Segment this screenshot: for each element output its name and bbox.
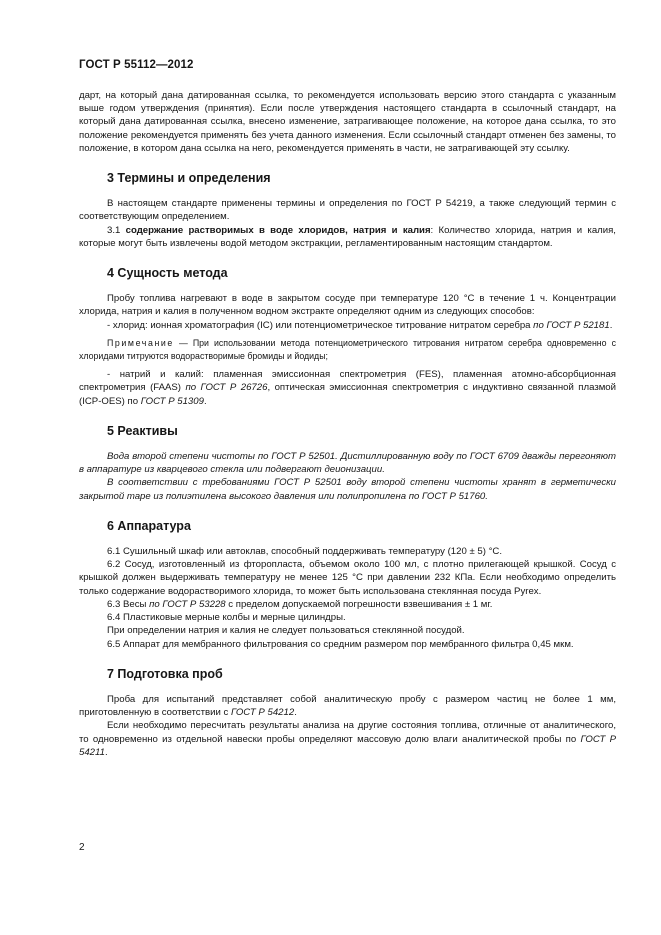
s7-paragraph-2	[79, 719, 616, 759]
section-6-title: 6 Аппаратура	[107, 518, 191, 533]
s5-p2-text: В соответствии с требованиями ГОСТ Р 52501 воду второй степени чистоты хранят в герметически закрытой таре из полиэтилена высокого давления или полипропилена по ГОСТ Р 51760.	[79, 477, 616, 502]
s4-paragraph-2	[79, 319, 616, 332]
document-header: ГОСТ Р 55112—2012	[79, 59, 194, 71]
note-text: — При использовании метода потенциометрического титрования нитратом серебра одновременно с хлоридами титруются водорастворимые бромиды и йодиды;	[79, 337, 616, 362]
s6-item-6-4: 6.4 Пластиковые мерные колбы и мерные цилиндры.	[107, 612, 346, 624]
s7-ref-54211: ГОСТ Р 54211	[79, 733, 616, 758]
document-body	[79, 89, 616, 759]
s6-p3-text-a: 6.3 Весы	[107, 598, 150, 610]
s3-paragraph-1: В настоящем стандарте применены термины и определения по ГОСТ Р 54219, а также следующий термин с соответствующим определением.	[79, 198, 616, 223]
s4-p3-text-a: - натрий и калий: пламенная эмиссионная спектрометрия (FES), пламенная атомно-абсорбционная спектрометрия (FAAS)	[79, 369, 616, 394]
s3-paragraph-2	[79, 224, 616, 250]
s5-paragraph-1	[79, 450, 616, 476]
note-label: Примечание	[107, 337, 174, 348]
s7-p1-text: Проба для испытаний представляет собой аналитическую пробу с размером частиц не более 1 мм, приготовленную в соответствии с	[79, 693, 616, 719]
s4-paragraph-1: Пробу топлива нагревают в воде в закрытом сосуде при температуре 120 °С в течение 1 ч. Концентрации хлорида, натрия и калия в полученном водном экстракте определяют одним из следующих способов:	[79, 293, 616, 318]
s6-item-6-3	[79, 598, 616, 611]
s6-item-6-2: 6.2 Сосуд, изготовленный из фторопласта, объемом около 100 мл, с плотно прилегающей крышкой. Сосуд с крышкой должен выдерживать температуру не менее 125 °С при давлении 232 КПа. Если необходимо определить только содержание водорастворимого хлорида, то может быть использована стеклянная посуда Pyrex.	[79, 559, 616, 597]
s7-ref-54212: ГОСТ Р 54212	[230, 707, 295, 719]
s4-p2-end: .	[609, 319, 613, 331]
s6-glassware-note: При определении натрия и калия не следует пользоваться стеклянной посудой.	[107, 625, 465, 637]
section-4-title: 4 Сущность метода	[107, 266, 228, 281]
s6-item-6-1: 6.1 Сушильный шкаф или автоклав, способный поддерживать температуру (120 ± 5) °С.	[107, 546, 503, 558]
s6-p3-text-b: с пределом допускаемой погрешности взвешивания ± 1 мг.	[225, 598, 493, 610]
s4-ref-51309: ГОСТ Р 51309	[140, 395, 204, 407]
s7-p2-end: .	[104, 746, 108, 758]
s4-note	[79, 337, 616, 363]
s7-p1-end: .	[294, 707, 297, 719]
s6-item-6-5: 6.5 Аппарат для мембранного фильтрования со средним размером пор мембранного фильтра 0,45 мкм.	[107, 638, 574, 650]
s4-p3-text-b: , оптическая эмиссионная спектрометрия с индуктивно связанной плазмой (ICP-OES) по	[79, 382, 617, 407]
page-number: 2	[79, 842, 85, 853]
s3-term-number: 3.1	[107, 224, 126, 236]
intro-paragraph: дарт, на который дана датированная ссылка, то рекомендуется использовать версию этого стандарта с указанным выше годом утверждения (принятия). Если после утверждения настоящего стандарта в ссылочный стандарт, на который дана датированная ссылка, внесено изменение, затрагивающее положение, на которое дана ссылка, то это положение рекомендуется применять без учета данного изменения. Если ссылочный стандарт отменен без замены, то положение, в котором дана ссылка на него, рекомендуется применять в части, не затрагивающей эту ссылку.	[79, 90, 616, 154]
s4-ref-52181: по ГОСТ Р 52181	[533, 319, 610, 331]
s4-p3-end: .	[203, 395, 207, 407]
section-7-title: 7 Подготовка проб	[107, 666, 223, 681]
s7-paragraph-1	[79, 693, 616, 719]
s4-chloride-text: - хлорид: ионная хроматография (IC) или потенциометрическое титрование нитратом серебра	[107, 319, 534, 331]
s5-p1-text: Вода второй степени чистоты по ГОСТ Р 52501. Дистиллированную воду по ГОСТ 6709 дважды перегоняют в аппаратуре из кварцевого стекла или подвергают деионизации.	[79, 451, 616, 476]
s3-term-definition: : Количество хлорида, натрия и калия, которые могут быть извлечены водой методом экстракции, регламентированным настоящим стандартом.	[79, 224, 616, 249]
s4-ref-26726: по ГОСТ Р 26726	[185, 382, 268, 394]
s6-ref-53228: по ГОСТ Р 53228	[149, 598, 226, 610]
s5-paragraph-2	[79, 476, 616, 502]
section-5-title: 5 Реактивы	[107, 423, 178, 438]
section-3-title: 3 Термины и определения	[107, 171, 271, 186]
s4-paragraph-3	[79, 368, 616, 408]
s3-term: содержание растворимых в воде хлоридов, натрия и калия	[125, 224, 431, 236]
s7-p2-text: Если необходимо пересчитать результаты анализа на другие состояния топлива, отличные от аналитического, то одновременно из отдельной навески пробы определяют массовую долю влаги аналитической пробы по	[79, 720, 616, 745]
